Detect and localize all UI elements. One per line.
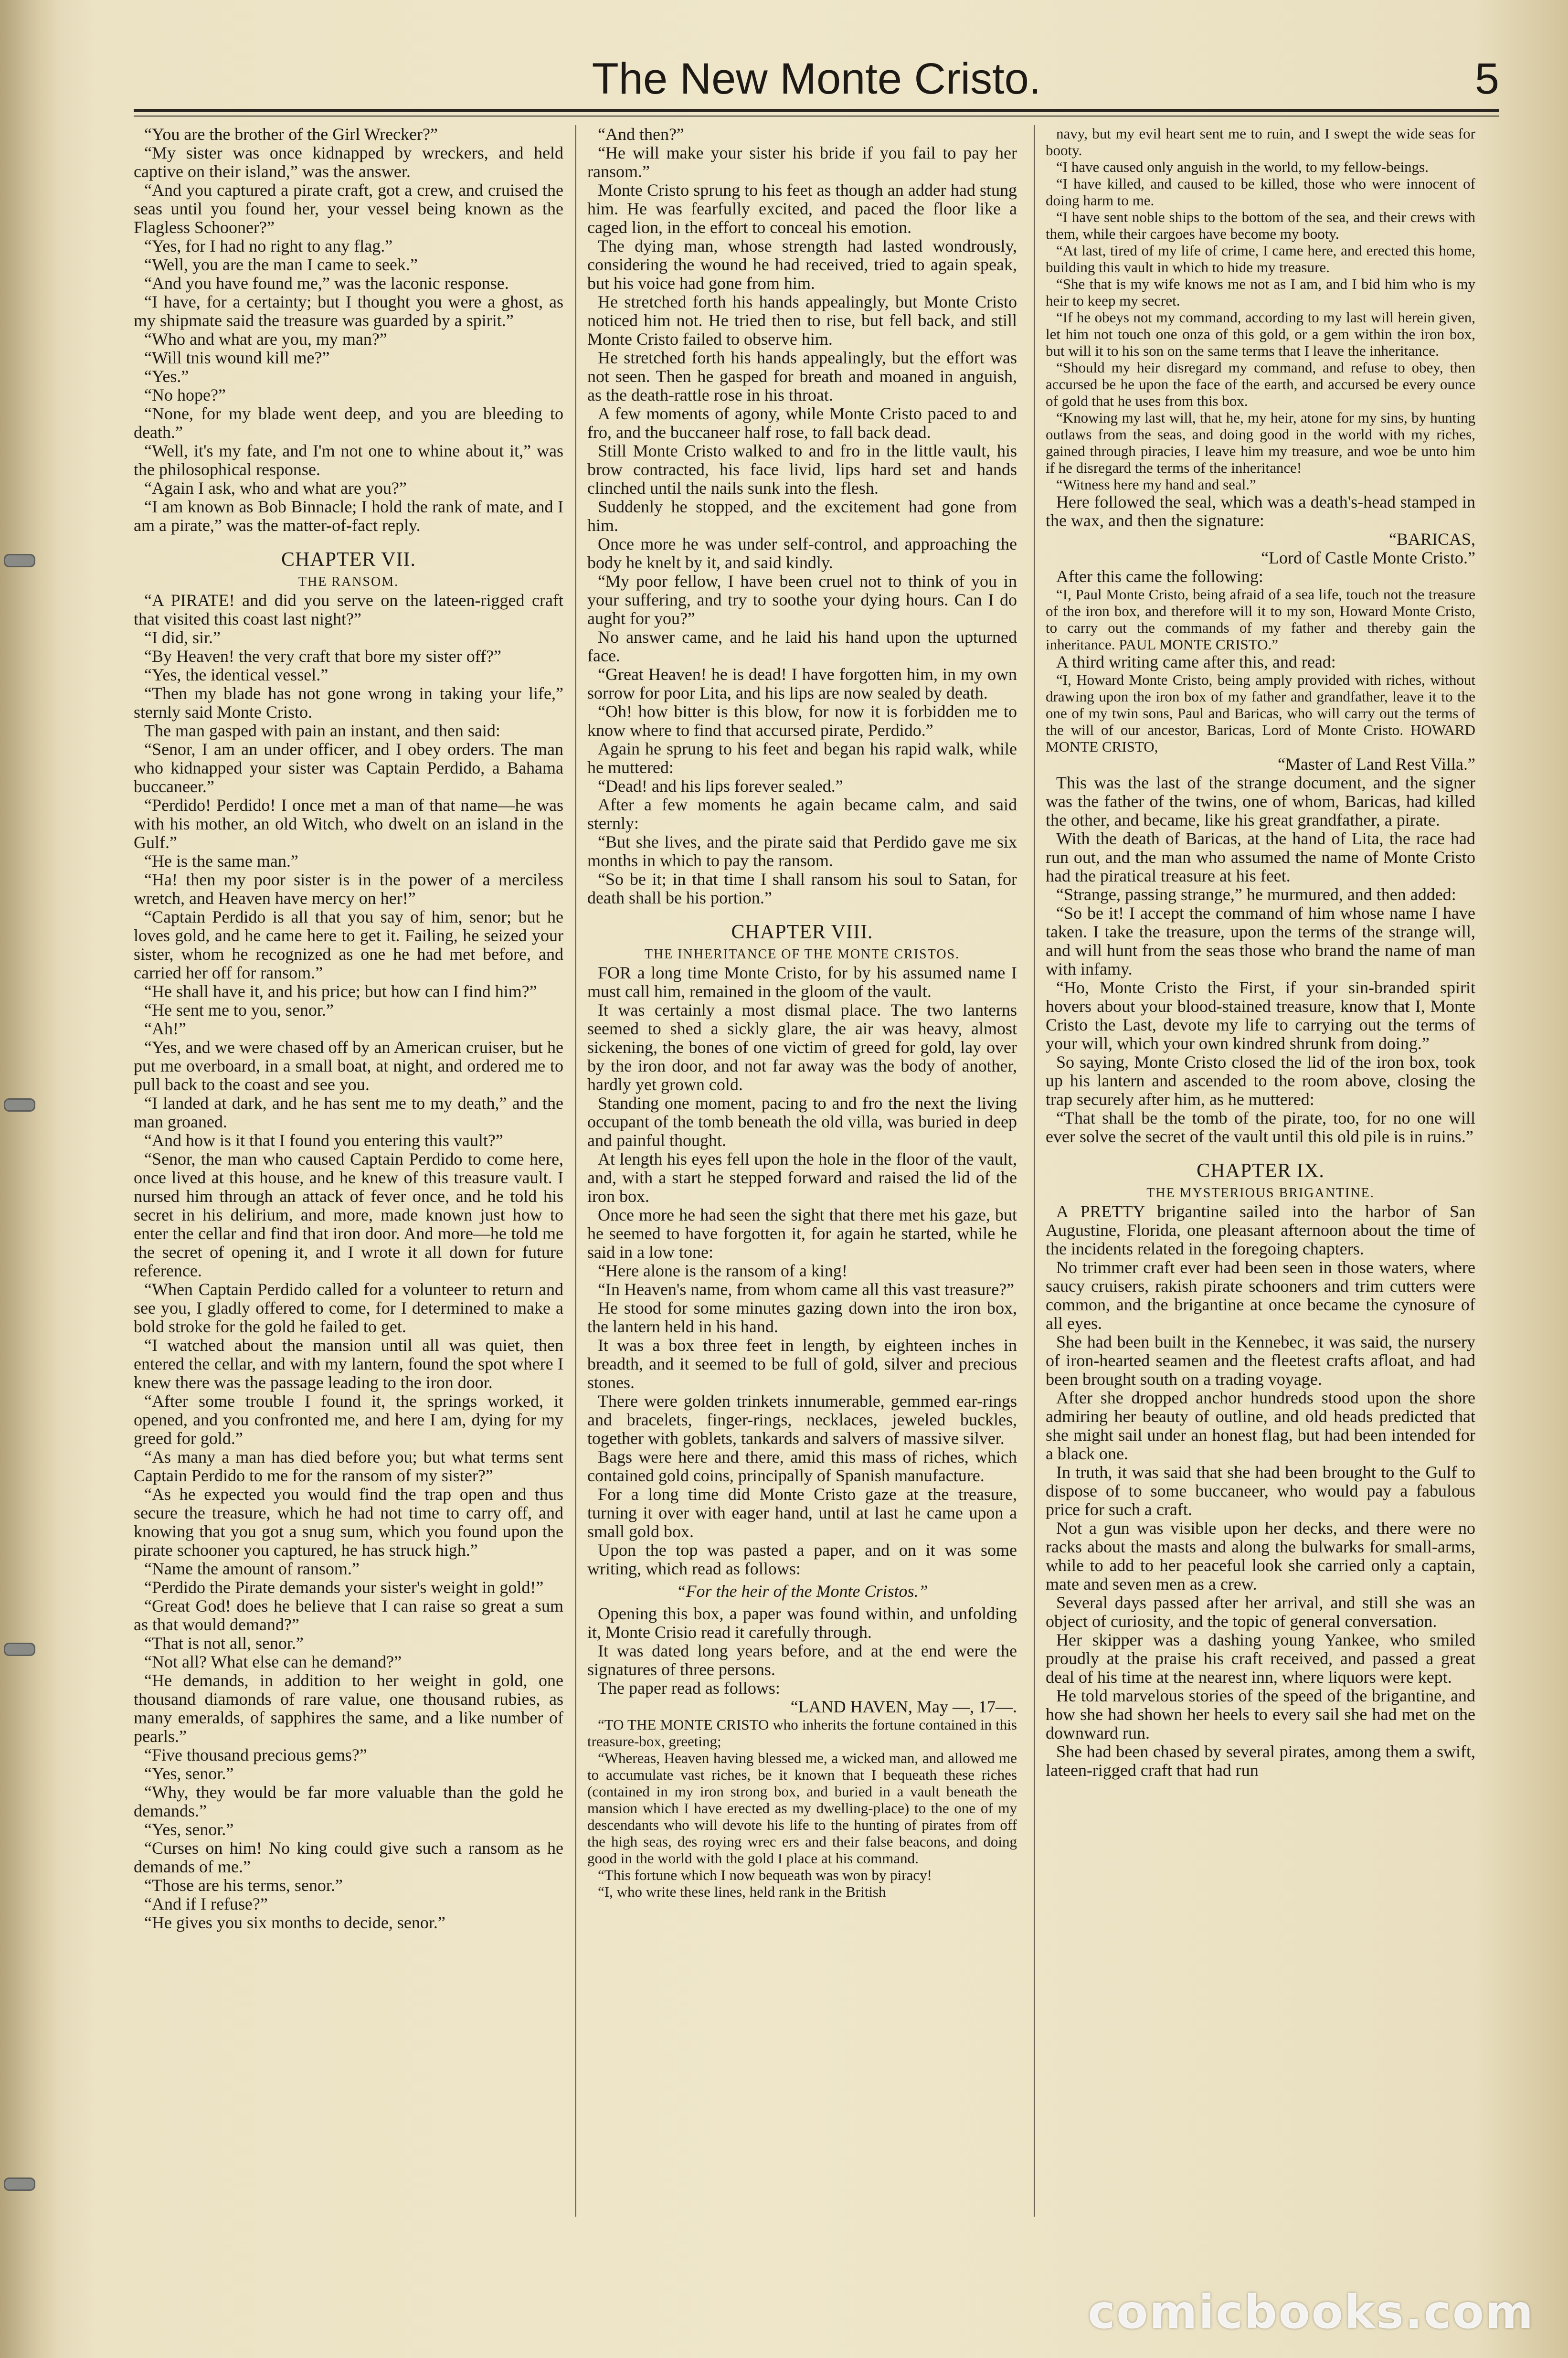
paragraph: In truth, it was said that she had been brought to the Gulf to dispose of to some buccaneer, who would pay a fabulous price for such a craft.	[1046, 1463, 1475, 1519]
paragraph: “And how is it that I found you entering this vault?”	[144, 1131, 503, 1150]
document-paragraph: “Knowing my last will, that he, my heir, atone for my sins, by hunting outlaws from the seas, and doing good in the world with my riches, gained through piracies, I leave him my treasure, and woe be unto him if he disregard the terms of the inheritance!	[1046, 409, 1475, 476]
paragraph: “Strange, passing strange,” he murmured, and then added:	[1056, 885, 1456, 904]
paragraph: “Ha! then my poor sister is in the power of a merciless wretch, and Heaven have mercy on her!”	[134, 870, 563, 908]
paragraph: “So be it! I accept the command of him whose name I have taken. I take the treasure, upon the terms of the strange will, and will hunt from the seas those who brand the name of man with infamy.	[1046, 903, 1475, 978]
chapter-heading: CHAPTER IX.	[1197, 1160, 1324, 1182]
paragraph: “Yes.”	[144, 367, 189, 386]
paragraph: Monte Cristo sprung to his feet as though an adder had stung him. He was fearfully excited, and paced the floor like a caged lion, in the effort to conceal his emotion.	[587, 181, 1017, 237]
paragraph: He stretched forth his hands appealingly, but Monte Cristo noticed him not. He tried then to rise, but fell back, and still Monte Cristo failed to observe him.	[587, 292, 1017, 349]
paragraph: “But she lives, and the pirate said that Perdido gave me six months in which to pay the ransom.	[587, 832, 1017, 870]
paragraph: “Senor, I am an under officer, and I obey orders. The man who kidnapped your sister was Captain Perdido, a Bahama buccaneer.”	[134, 740, 563, 796]
staple-4	[4, 2177, 35, 2191]
paragraph: So saying, Monte Cristo closed the lid of the iron box, took up his lantern and ascended to the room above, closing the trap securely after him, as he muttered:	[1046, 1052, 1475, 1109]
paragraph: “Why, they would be far more valuable than the gold he demands.”	[134, 1783, 563, 1820]
paragraph: “By Heaven! the very craft that bore my sister off?”	[144, 647, 502, 666]
paragraph: “He gives you six months to decide, senor.”	[144, 1913, 445, 1932]
paragraph: Her skipper was a dashing young Yankee, who smiled proudly at the praise his craft received, and passed a great deal of his time at the nearest inn, where liquors were kept.	[1046, 1630, 1475, 1687]
chapter-subtitle: THE INHERITANCE OF THE MONTE CRISTOS.	[644, 947, 960, 962]
paragraph: “Perdido! Perdido! I once met a man of that name—he was with his mother, an old Witch, who dwelt on an island in the Gulf.”	[134, 796, 563, 852]
document-paragraph: “At last, tired of my life of crime, I came here, and erected this home, building this vault in which to hide my treasure.	[1046, 242, 1475, 276]
document-paragraph: navy, but my evil heart sent me to ruin, and I swept the wide seas for booty.	[1046, 125, 1475, 159]
inscription: “For the heir of the Monte Cristos.”	[676, 1582, 928, 1601]
document-paragraph: “Whereas, Heaven having blessed me, a wicked man, and allowed me to accumulate vast riches, be it known that I bequeath these riches (contained in my iron strong box, and buried in a vault beneath the mansion which I have erected as my dwelling-place) to the one of my descendants who will devote his life to the hunting of pirates from off the high seas, des roying wrec ers and their false beacons, and doing good in the world with the gold I place at his command.	[587, 1750, 1017, 1867]
paragraph: “Great Heaven! he is dead! I have forgotten him, in my own sorrow for poor Lita, and his lips are now sealed by death.	[587, 665, 1017, 702]
paragraph: “Ah!”	[144, 1019, 186, 1038]
chapter-subtitle: THE RANSOM.	[298, 574, 399, 589]
text-column-1	[134, 125, 563, 2226]
paragraph: “Well, it's my fate, and I'm not one to whine about it,” was the philosophical response.	[134, 441, 563, 479]
document-paragraph: “If he obeys not my command, according to my last will herein given, let him not touch one onza of this gold, or a gem within the iron box, but will it to his son on the same terms that I leave the inheritance.	[1046, 309, 1475, 359]
paragraph: “My sister was once kidnapped by wreckers, and held captive on their island,” was the answer.	[134, 143, 563, 181]
paragraph: Once more he was under self-control, and approaching the body he knelt by it, and said kindly.	[587, 534, 1017, 572]
paragraph: “Yes, for I had no right to any flag.”	[144, 236, 393, 255]
binding-edge	[0, 0, 57, 2358]
paragraph: “And then?”	[598, 125, 684, 144]
paragraph: “And if I refuse?”	[144, 1894, 268, 1913]
column-divider-2	[1034, 125, 1035, 2217]
paragraph: “As many a man has died before you; but what terms sent Captain Perdido to me for the ransom of my sister?”	[134, 1447, 563, 1485]
watermark: comicbooks.com	[1088, 2285, 1535, 2339]
staple-3	[4, 1643, 35, 1656]
paragraph: “That is not all, senor.”	[144, 1634, 304, 1653]
paragraph: “Five thousand precious gems?”	[144, 1745, 367, 1764]
paragraph: “Yes, senor.”	[144, 1820, 234, 1839]
paragraph: After a few moments he again became calm, and said sternly:	[587, 795, 1017, 833]
document-paragraph: “I have sent noble ships to the bottom of the sea, and their crews with them, while their cargoes have become my booty.	[1046, 209, 1475, 242]
paragraph: Here followed the seal, which was a death's-head stamped in the wax, and then the signature:	[1046, 492, 1475, 530]
paragraph: It was dated long years before, and at the end were the signatures of three persons.	[587, 1641, 1017, 1679]
paragraph: No answer came, and he laid his hand upon the upturned face.	[587, 627, 1017, 665]
paragraph: He stood for some minutes gazing down into the iron box, the lantern held in his hand.	[587, 1298, 1017, 1336]
document-paragraph: “Witness here my hand and seal.”	[1056, 476, 1256, 493]
document-paragraph: “This fortune which I now bequeath was won by piracy!	[598, 1867, 932, 1883]
publication-title: The New Monte Cristo.	[592, 54, 1041, 103]
paragraph: “And you have found me,” was the laconic response.	[144, 274, 509, 293]
paragraph: “Ho, Monte Cristo the First, if your sin-branded spirit hovers about your blood-stained treasure, know that I, Monte Cristo the Last, devote my life to carrying out the terms of your will, which your own kindred shrunk from doing.”	[1046, 978, 1475, 1053]
paragraph: “Perdido the Pirate demands your sister's weight in gold!”	[144, 1578, 544, 1597]
paragraph: Standing one moment, pacing to and fro the next the living occupant of the tomb beneath the old villa, was buried in deep and painful thought.	[587, 1094, 1017, 1150]
paragraph: It was a box three feet in length, by eighteen inches in breadth, and it seemed to be full of gold, silver and precious stones.	[587, 1336, 1017, 1392]
paragraph: “Yes, the identical vessel.”	[144, 665, 328, 684]
paragraph: It was certainly a most dismal place. The two lanterns seemed to shed a sickly glare, the air was heavy, almost sickening, the bones of one victim of greed for gold, lay over by the iron door, and not far away was the body of another, hardly yet grown cold.	[587, 1000, 1017, 1094]
paragraph: “He is the same man.”	[144, 851, 298, 871]
column-divider-1	[575, 125, 576, 2217]
paragraph: “I landed at dark, and he has sent me to my death,” and the man groaned.	[134, 1094, 563, 1131]
paragraph: The man gasped with pain an instant, and then said:	[144, 721, 500, 740]
paragraph: He stretched forth his hands appealingly, but the effort was not seen. Then he gasped for breath and moaned in anguish, as the death-rattle rose in his throat.	[587, 348, 1017, 404]
paragraph: “Dead! and his lips forever sealed.”	[598, 776, 843, 796]
paragraph: “I watched about the mansion until all was quiet, then entered the cellar, and with my lantern, found the spot where I knew there was the passage leading to the iron door.	[134, 1336, 563, 1392]
signature-line: “Master of Land Rest Villa.”	[1277, 754, 1475, 774]
paragraph: FOR a long time Monte Cristo, for by his assumed name I must call him, remained in the gloom of the vault.	[587, 963, 1017, 1001]
paragraph: “He demands, in addition to her weight in gold, one thousand diamonds of rare value, one thousand rubies, as many emeralds, of sapphires the same, and a like number of pearls.”	[134, 1671, 563, 1746]
paragraph: He told marvelous stories of the speed of the brigantine, and how she had shown her heels to every sail she had met on the downward run.	[1046, 1686, 1475, 1742]
paragraph: “My poor fellow, I have been cruel not to think of you in your suffering, and try to soothe your dying hours. Can I do aught for you?”	[587, 572, 1017, 628]
paragraph: Several days passed after her arrival, and still she was an object of curiosity, and the topic of general conversation.	[1046, 1593, 1475, 1631]
paragraph: “Will tnis wound kill me?”	[144, 348, 330, 367]
text-column-3	[1046, 125, 1475, 2226]
paragraph: The paper read as follows:	[598, 1678, 780, 1698]
paragraph: A PRETTY brigantine sailed into the harbor of San Augustine, Florida, one pleasant afternoon about the time of the incidents related in the foregoing chapters.	[1046, 1202, 1475, 1258]
document-paragraph: “I have killed, and caused to be killed, those who were innocent of doing harm to me.	[1046, 175, 1475, 209]
document-paragraph: “I, who write these lines, held rank in the British	[598, 1883, 886, 1900]
paragraph: “Curses on him! No king could give such a ransom as he demands of me.”	[134, 1838, 563, 1876]
paragraph: “In Heaven's name, from whom came all this vast treasure?”	[598, 1280, 1015, 1299]
paragraph: For a long time did Monte Cristo gaze at the treasure, turning it over with eager hand, until at last he came upon a small gold box.	[587, 1485, 1017, 1541]
paragraph: “I am known as Bob Binnacle; I hold the rank of mate, and I am a pirate,” was the matter-of-fact reply.	[134, 497, 563, 535]
paragraph: Once more he had seen the sight that there met his gaze, but he seemed to have forgotten it, for again he started, while he said in a low tone:	[587, 1205, 1017, 1262]
paragraph: Upon the top was pasted a paper, and on it was some writing, which read as follows:	[587, 1540, 1017, 1578]
paragraph: With the death of Baricas, at the hand of Lita, the race had run out, and the man who assumed the name of Monte Cristo had the piratical treasure at his feet.	[1046, 829, 1475, 885]
paragraph: “Oh! how bitter is this blow, for now it is forbidden me to know where to find that accursed pirate, Perdido.”	[587, 702, 1017, 740]
paragraph: “Those are his terms, senor.”	[144, 1876, 343, 1895]
paragraph: Not a gun was visible upon her decks, and there were no racks about the masts and along the bulwarks for small-arms, while to add to her peaceful look she carried only a captain, mate and seven men as a crew.	[1046, 1519, 1475, 1593]
document-paragraph: “Should my heir disregard my command, and refuse to obey, then accursed be he upon the face of the earth, and accursed be every ounce of gold that he uses from this box.	[1046, 359, 1475, 409]
paragraph: “He sent me to you, senor.”	[144, 1000, 334, 1020]
paragraph: “Then my blade has not gone wrong in taking your life,” sternly said Monte Cristo.	[134, 684, 563, 722]
chapter-subtitle: THE MYSTERIOUS BRIGANTINE.	[1146, 1186, 1375, 1200]
staple-1	[4, 554, 35, 567]
paragraph: “That shall be the tomb of the pirate, too, for no one will ever solve the secret of the vault until this old pile is in ruins.”	[1046, 1108, 1475, 1146]
document-paragraph: “She that is my wife knows me not as I am, and I bid him who is my heir to keep my secret.	[1046, 276, 1475, 309]
document-paragraph: “I have caused only anguish in the world, to my fellow-beings.	[1056, 159, 1429, 175]
paragraph: “When Captain Perdido called for a volunteer to return and see you, I gladly offered to come, for I determined to make a bold stroke for the gold he failed to get.	[134, 1280, 563, 1336]
paragraph: She had been built in the Kennebec, it was said, the nursery of iron-hearted seamen and the fleetest crafts afloat, and had been brought south on a trading voyage.	[1046, 1332, 1475, 1389]
paragraph: “He will make your sister his bride if you fail to pay her ransom.”	[587, 143, 1017, 181]
chapter-heading: CHAPTER VII.	[281, 549, 416, 571]
paragraph: “None, for my blade went deep, and you are bleeding to death.”	[134, 404, 563, 442]
paragraph: This was the last of the strange document, and the signer was the father of the twins, one of whom, Baricas, had killed the other, and became, like his great grandfather, a pirate.	[1046, 773, 1475, 829]
paragraph: “Well, you are the man I came to seek.”	[144, 255, 418, 274]
paragraph: “So be it; in that time I shall ransom his soul to Satan, for death shall be his portion.”	[587, 870, 1017, 907]
paragraph: “A PIRATE! and did you serve on the lateen-rigged craft that visited this coast last night?”	[134, 591, 563, 628]
page-number: 5	[1474, 54, 1499, 103]
paragraph: “Who and what are you, my man?”	[144, 329, 387, 349]
paragraph: “I did, sir.”	[144, 628, 221, 647]
signature-line: “LAND HAVEN, May —, 17—.	[790, 1697, 1017, 1716]
paragraph: “Senor, the man who caused Captain Perdido to come here, once lived at this house, and he knew of this treasure vault. I nursed him through an attack of fever once, and he told his secret in his delirium, and more, made known just how to enter the cellar and find that iron door. And more—he told me the secret of opening it, and I wrote it all down for future reference.	[134, 1149, 563, 1280]
paragraph: “You are the brother of the Girl Wrecker?”	[144, 125, 438, 144]
paragraph: Again he sprung to his feet and began his rapid walk, while he muttered:	[587, 739, 1017, 777]
signature-line: “Lord of Castle Monte Cristo.”	[1261, 548, 1475, 567]
staple-2	[4, 1098, 35, 1112]
paragraph: “He shall have it, and his price; but how can I find him?”	[144, 982, 537, 1001]
paragraph: Suddenly he stopped, and the excitement had gone from him.	[587, 497, 1017, 535]
paragraph: “As he expected you would find the trap open and thus secure the treasure, which he had not time to carry off, and knowing that you got a snug sum, which you found upon the pirate schooner you captured, he has struck high.”	[134, 1485, 563, 1560]
paragraph: “I have, for a certainty; but I thought you were a ghost, as my shipmate said the treasure was guarded by a spirit.”	[134, 292, 563, 330]
paragraph: “Here alone is the ransom of a king!	[598, 1261, 848, 1280]
document-paragraph: “I, Howard Monte Cristo, being amply provided with riches, without drawing upon the iron box of my father and grandfather, leave it to the one of my twin sons, Paul and Baricas, who will carry out the terms of the will of our ancestor, Baricas, Lord of Monte Cristo. HOWARD MONTE CRISTO,	[1046, 671, 1475, 755]
paragraph: “Name the amount of ransom.”	[144, 1559, 360, 1578]
page-header	[134, 53, 1499, 105]
signature-line: “BARICAS,	[1388, 530, 1475, 549]
document-paragraph: “I, Paul Monte Cristo, being afraid of a sea life, touch not the treasure of the iron box, and therefore will it to my son, Howard Monte Cristo, to carry out the commands of my father and thereby gain the inheritance. PAUL MONTE CRISTO.”	[1046, 586, 1475, 653]
paragraph: “Again I ask, who and what are you?”	[144, 478, 407, 498]
paragraph: She had been chased by several pirates, among them a swift, lateen-rigged craft that had run	[1046, 1742, 1475, 1780]
text-column-2	[587, 125, 1017, 2226]
paragraph: “Yes, senor.”	[144, 1764, 234, 1783]
paragraph: At length his eyes fell upon the hole in the floor of the vault, and, with a start he stepped forward and raised the lid of the iron box.	[587, 1149, 1017, 1206]
header-rule-thick	[134, 109, 1499, 112]
paragraph: A third writing came after this, and read:	[1056, 652, 1336, 671]
paragraph: After she dropped anchor hundreds stood upon the shore admiring her beauty of outline, and old heads predicted that she might sail under an honest flag, but had been intended for a black one.	[1046, 1388, 1475, 1463]
paragraph: No trimmer craft ever had been seen in those waters, where saucy cruisers, rakish pirate schooners and trim cutters were common, and the brigantine at once became the cynosure of all eyes.	[1046, 1258, 1475, 1333]
paragraph: Bags were here and there, amid this mass of riches, which contained gold coins, principally of Spanish manufacture.	[587, 1447, 1017, 1485]
paragraph: “Captain Perdido is all that you say of him, senor; but he loves gold, and he came here to get it. Failing, he seized your sister, whom he recognized as one he had met before, and carried her off for ransom.”	[134, 907, 563, 982]
chapter-heading: CHAPTER VIII.	[731, 921, 873, 943]
paragraph: After this came the following:	[1056, 567, 1263, 586]
paragraph: “No hope?”	[144, 385, 226, 404]
paragraph: Still Monte Cristo walked to and fro in the little vault, his brow contracted, his face livid, lips hard set and hands clinched until the nails sunk into the flesh.	[587, 441, 1017, 498]
paragraph: There were golden trinkets innumerable, gemmed ear-rings and bracelets, finger-rings, necklaces, jeweled buckles, together with goblets, tankards and salvers of massive silver.	[587, 1391, 1017, 1448]
paragraph: “Great God! does he believe that I can raise so great a sum as that would demand?”	[134, 1596, 563, 1634]
paragraph: “After some trouble I found it, the springs worked, it opened, and you confronted me, and here I am, dying for my greed for gold.”	[134, 1391, 563, 1448]
paragraph: The dying man, whose strength had lasted wondrously, considering the wound he had received, tried to again speak, but his voice had gone from him.	[587, 236, 1017, 293]
paragraph: A few moments of agony, while Monte Cristo paced to and fro, and the buccaneer half rose, to fall back dead.	[587, 404, 1017, 442]
header-rule-thin	[134, 116, 1499, 117]
paragraph: “Not all? What else can he demand?”	[144, 1652, 402, 1671]
paragraph: Opening this box, a paper was found within, and unfolding it, Monte Crisio read it carefully through.	[587, 1604, 1017, 1642]
document-paragraph: “TO THE MONTE CRISTO who inherits the fortune contained in this treasure-box, greeting;	[587, 1716, 1017, 1750]
paragraph: “Yes, and we were chased off by an American cruiser, but he put me overboard, in a small boat, at night, and ordered me to pull back to the coast and see you.	[134, 1038, 563, 1094]
paragraph: “And you captured a pirate craft, got a crew, and cruised the seas until you found her, your vessel being known as the Flagless Schooner?”	[134, 181, 563, 237]
